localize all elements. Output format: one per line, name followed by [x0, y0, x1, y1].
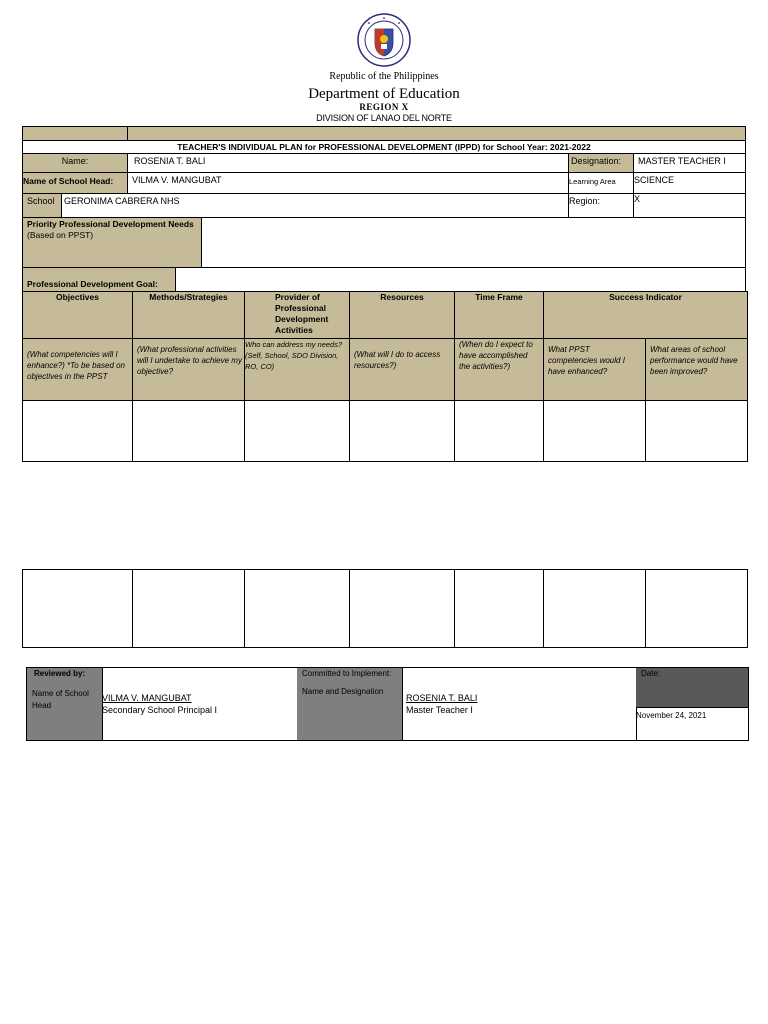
table-cell[interactable] [646, 570, 748, 648]
name-designation-label: Name and Designation [302, 687, 384, 696]
header-resources: Resources [350, 292, 455, 339]
reviewer-title: Secondary School Principal I [102, 705, 218, 715]
top-strip-left [22, 126, 128, 141]
header-provider: Provider of Professional Development Activities [245, 292, 350, 339]
prompt-methods: (What professional activities will I undertake to achieve my objective? [133, 339, 245, 401]
date-label: Date: [636, 668, 749, 708]
school-label: School [22, 193, 62, 218]
table-cell[interactable] [23, 401, 133, 462]
table-cell[interactable] [245, 401, 350, 462]
designation-value: MASTER TEACHER I [633, 153, 746, 173]
school-head-label: Name of School Head: [22, 172, 128, 194]
plan-table-continued [22, 569, 748, 648]
table-row [23, 401, 748, 462]
prompt-ppst: What PPST competencies would I have enhanced? [544, 339, 646, 401]
name-label: Name: [22, 153, 128, 173]
division-text: DIVISION OF LANAO DEL NORTE [316, 113, 452, 123]
republic-text: Republic of the Philippines [329, 71, 439, 82]
date-value: November 24, 2021 [636, 707, 749, 740]
school-value: GERONIMA CABRERA NHS [61, 193, 569, 218]
reviewed-by-cell [26, 668, 103, 740]
region-text: REGION X [359, 102, 409, 112]
header-objectives: Objectives [23, 292, 133, 339]
school-head-value: VILMA V. MANGUBAT [127, 172, 569, 194]
signature-block [26, 667, 749, 741]
table-cell[interactable] [350, 570, 455, 648]
goal-value[interactable] [175, 267, 746, 292]
table-cell[interactable] [133, 570, 245, 648]
teacher-cell [402, 668, 637, 740]
table-row [23, 570, 748, 648]
prompt-time-frame: (When do I expect to have accomplished the activities?) [455, 339, 544, 401]
deped-seal [357, 13, 411, 67]
learning-area-value: SCIENCE [633, 172, 746, 194]
prompt-school-performance: What areas of school performance would have been improved? [646, 339, 748, 401]
department-title: Department of Education [308, 86, 460, 102]
form-title: TEACHER'S INDIVIDUAL PLAN for PROFESSIONAL DEVELOPMENT (IPPD) for School Year: 2021-2022 [22, 140, 746, 154]
region-value: X [633, 193, 746, 218]
region-label: Region: [568, 193, 634, 218]
goal-label: Professional Development Goal: [22, 267, 176, 292]
table-cell[interactable] [23, 570, 133, 648]
priority-value[interactable] [201, 217, 746, 268]
table-cell[interactable] [455, 401, 544, 462]
table-cell[interactable] [133, 401, 245, 462]
header-methods: Methods/Strategies [133, 292, 245, 339]
committed-label: Committed to Implement: [302, 669, 392, 678]
table-cell[interactable] [544, 570, 646, 648]
table-cell[interactable] [646, 401, 748, 462]
table-cell[interactable] [350, 401, 455, 462]
school-head-sig-label: Name of School Head [32, 689, 89, 710]
committed-cell [297, 668, 403, 740]
designation-label: Designation: [568, 153, 634, 173]
prompt-resources: (What will I do to access resources?) [350, 339, 455, 401]
table-cell[interactable] [455, 570, 544, 648]
priority-label: Priority Professional Development Needs [27, 219, 194, 229]
header-time-frame: Time Frame [455, 292, 544, 339]
priority-sub: (Based on PPST) [27, 230, 94, 240]
teacher-name: ROSENIA T. BALI [406, 693, 478, 703]
reviewer-name: VILMA V. MANGUBAT [102, 693, 192, 703]
header-success-indicator: Success Indicator [544, 292, 748, 339]
top-strip-right [127, 126, 746, 141]
table-cell[interactable] [544, 401, 646, 462]
prompt-objectives: (What competencies will I enhance?) *To be based on objectives in the PPST [23, 339, 133, 401]
plan-table [22, 291, 748, 462]
priority-cell [22, 217, 202, 268]
learning-area-label: Learning Area [568, 172, 634, 194]
reviewer-cell [102, 668, 298, 740]
table-cell[interactable] [245, 570, 350, 648]
name-value: ROSENIA T. BALI [127, 153, 569, 173]
teacher-title: Master Teacher I [406, 705, 473, 715]
prompt-provider: Who can address my needs? (Self, School, SDO Division, RO, CO) [245, 339, 350, 401]
reviewed-by-label: Reviewed by: [34, 669, 86, 678]
